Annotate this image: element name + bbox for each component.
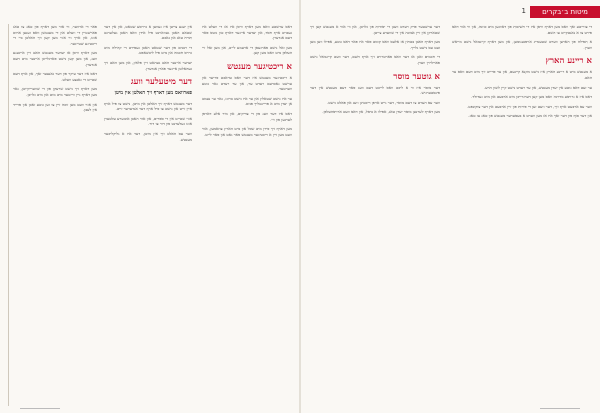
- paragraph: דאס איז דער עיקר פון דער גאנצער זאך, און אויף דעם שטייט די גאנצע וועלט.: [13, 71, 97, 82]
- paragraph: מען דארף וויסן אז יעדער מענטש האט זיין אייגענע וועג, און מען קען נישט פארגלייכן איינער מיט דעם אנדערן.: [13, 50, 97, 67]
- paragraph: א תפילה פון הארצן ווערט שטענדיג אויפגענומען, און מען דארף קיינמאל נישט מייאש ווערן.: [452, 39, 592, 50]
- left-page-column-1: [8, 24, 97, 406]
- paragraph: א מענטש מיט א ריינע הארץ איז נישט מקנא קיינעם, און ער פרייט זיך מיט דעם וואס ער האט.: [452, 69, 592, 80]
- article-subheading: פארוואס מען דארף זיך האלטן אין מיטן: [114, 90, 192, 97]
- article-heading: א ריינע הארץ: [545, 56, 592, 67]
- article-heading: א ריכטיגער מענטש: [227, 61, 292, 72]
- paragraph: אזוי שטייט אין די ספרים, און אזוי האבן אונזערע עלטערן אונז געלערנט פון דור צו דור.: [104, 115, 192, 127]
- right-page-column-2: [452, 24, 592, 406]
- paragraph: מען דארף זיך פירן מיט שכל און מיט הארץ צוזאמען, אזוי וועט מען זיין א ריכטיגער מענטש פאר גאט און פאר לייט.: [202, 126, 292, 137]
- article-heading: א גוטער מוסר: [393, 71, 440, 82]
- paragraph: פאר די ארזוער, ווי אזוי מען דארף פון טאג צו טאג פארשטיין די וועלט און די מענטשן וואס זענען ארום אונז, און אויך ווי אזוי מען קען זיך האלטן ביי די ריכטיגע שטייגער.: [13, 24, 97, 46]
- paragraph: אין יענע צייטן איז געווען א גרויסע שטאט, און אין דער שטאט האבן געוואוינט פיל אידן וואס האבן געלערנט תורה טאג און נאכט.: [104, 24, 192, 41]
- page-number: 1: [521, 7, 526, 15]
- paragraph: מען דארף זיך נישט שרעקן פון די שוועריקייטן, נאר מען דארף גיין ווייטער מיט מוט און מיט גלויבן.: [13, 86, 97, 97]
- paragraph: דאס איז א גרויסע מדרגה וואס מען קען דערגרייכן מיט ארבעט און מיט געדולד.: [471, 94, 592, 100]
- paragraph: די רבנים פון דער שטאט האבן געפירט די קהילה מיט גרויס חכמה און מיט פיל ליבשאפט.: [104, 44, 192, 56]
- left-page-column-2: [104, 24, 192, 406]
- paragraph: די חכמים זאגן אז דער וואס פארטרויט זיך אויף השם, דער וועט קיינמאל נישט פארלוירן ווערן.: [310, 54, 440, 65]
- left-page-column-3: [202, 24, 292, 406]
- paragraph: מען דארף לערנען מוסר יעדן טאג, אפילו א ביסל, און דאס וועט ארויסהעלפן.: [322, 109, 440, 115]
- section-banner: מיטות ב׳בקרים: [530, 6, 600, 18]
- page-gutter: [299, 0, 301, 413]
- right-page-column-1: [310, 24, 440, 406]
- paragraph: ער זעט דאס גוטע אין יעדן מענטש, און ער רעדט נישט קיין לשון הרע.: [484, 84, 592, 90]
- paragraph: יעדער איינער האט געהאט זיין פלאץ, און מען האט זיך געהאלטן איינער פארן אנדערן.: [104, 59, 192, 71]
- paragraph: און דער סוף פון דער זאך איז אז מען ווערט א בעסערער מענטש פון טאג צו טאג.: [468, 113, 592, 119]
- page-footer-rule: [540, 408, 580, 409]
- paragraph: די צווייטע זאך וואס מען דארף וויסן איז די חשיבות פון דאוונען מיט כוונה, און ווי אזוי דאס פירט צו א נאנטקייט צו השם.: [452, 24, 592, 35]
- paragraph: ווער עס הערט צו דעם מוסר, דער גייט אויפן ריכטיגן וועג און פאלט נישט.: [326, 99, 440, 105]
- paragraph: דאס ערשטע וואס מען דארף וויסן איז אז די וועלט איז געבויט אויף חסד, און יעדער איינער דארף טון גוטס פאר דעם אנדערן.: [202, 24, 292, 41]
- paragraph: דאס איז דער וועג פון די צדיקים, און מיר אלע דארפן לערנען פון זיי.: [202, 110, 292, 122]
- article-heading: דער מיטעלער וועג: [130, 77, 192, 88]
- paragraph: ער איז נישט שטאלץ און ער איז נישט ברוגז, נאר ער נעמט אן יעדן מיט א פריינטליך פנים.: [202, 95, 292, 107]
- paragraph: דער ערשטער פרק רעדט וועגן די יסודות פון גלויבן, און ווי אזוי א מענטש קען זיך שטארקן אין זיין אמונה אין די שווערע צייטן.: [310, 24, 440, 35]
- paragraph: דער מענטש דארף זיך האלטן אין מיטן, נישט צו פיל אויף איין זייט און נישט צו פיל אויף דער אנדערער זייט.: [104, 100, 192, 112]
- paragraph: מען דארף האבן בטחון אז אלעס וואס קומט פאר איז פאר דאס גוטע, אפילו ווען מען זעט עס נישט גלייך.: [310, 39, 440, 50]
- paragraph: ווער עס האלט זיך אין מיטן, דער איז א גליקליכער מענטש.: [104, 131, 192, 142]
- paragraph: א ריכטיגער מענטש איז דער וואס טראכט פריער און ערשט נאכדעם רעדט ער, און ער רעדט נאר גוטע ווערטער.: [202, 74, 292, 92]
- paragraph: ווער עס ארבעט אויף זיך, דער וועט זען די פירות פון זיין ארבעט אין דער צוקונפט.: [467, 103, 592, 109]
- paragraph: און אזוי וועט מען זוכה זיין צו זען גוטע זאכן און פרייד אין לעבן.: [13, 101, 97, 113]
- paragraph: מען זאל נישט פארגעסן די ארעמע לייט, און מען זאל זיי העלפן מיט וואס מען קען.: [202, 44, 292, 56]
- page-footer-rule: [20, 408, 60, 409]
- paragraph: דער מוסר איז ווי א ליכט וואס לייכט דעם וועג פאר דעם מענטש אין דער פינסטערניש.: [310, 84, 440, 96]
